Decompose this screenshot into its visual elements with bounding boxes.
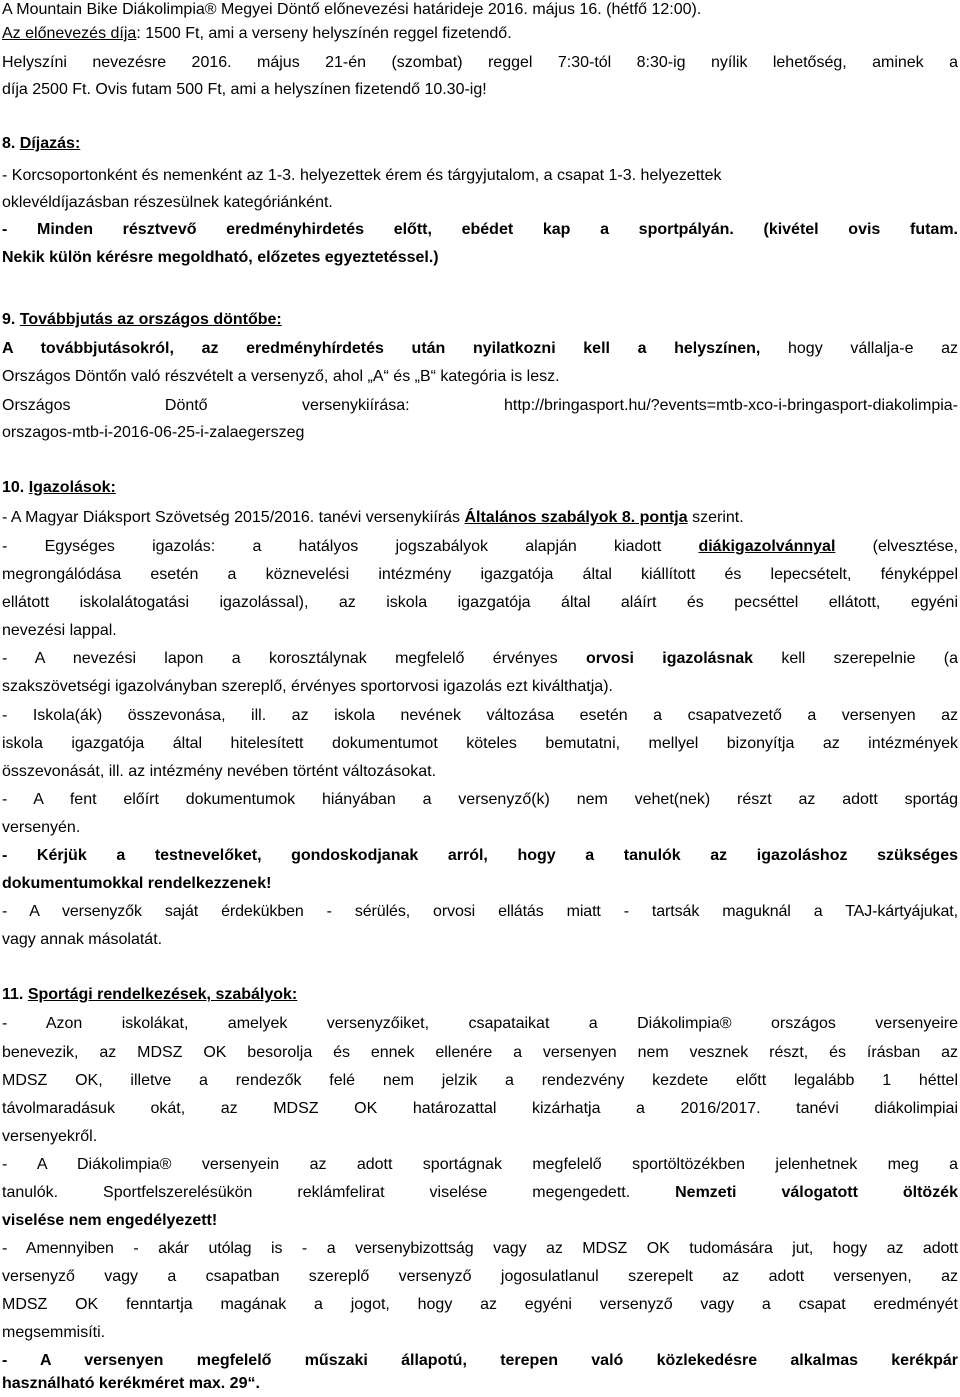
cert-rule-line: - A Magyar Diáksport Szövetség 2015/2016. tanévi versenykiírás Általános szabályok 8. pontja szerint. <box>2 509 744 526</box>
missing-docs-line-1: - A fent előírt dokumentumok hiányában a versenyző(k) nem vehet(nek) részt az adott sportág <box>2 791 958 808</box>
cert-line-1: - Egységes igazolás: a hatályos jogszabályok alapján kiadott diákigazolvánnyal (elvesztése, <box>2 538 958 555</box>
advancement-line-2: Országos Döntőn való részvételt a versenyző, ahol „A“ és „B“ kategória is lesz. <box>2 368 560 385</box>
merger-line-2: iskola igazgatója által hitelesített dokumentumot köteles bemutatni, mellyel bizonyítja az intézmények <box>2 735 958 752</box>
missing-docs-line-2: versenyén. <box>2 819 81 836</box>
prize-line-1: - Korcsoportonként és nemenként az 1-3. helyezettek érem és tárgyjutalom, a csapat 1-3. helyezettek <box>2 167 722 184</box>
medical-line-2: szakszövetségi igazolványban szereplő, érvényes sportorvosi igazolás ezt kiválthatja). <box>2 678 613 695</box>
advancement-line-1: A továbbjutásokról, az eredményhírdetés után nyilatkozni kell a helyszínen, hogy vállalja-e az <box>2 340 958 357</box>
rules-line-1: - Azon iskolákat, amelyek versenyzőiket, csapataikat a Diákolimpia® országos versenyeire <box>2 1015 958 1032</box>
onsite-entry-line: Helyszíni nevezésre 2016. május 21-én (szombat) reggel 7:30-tól 8:30-ig nyílik lehetőség, aminek a <box>2 54 958 71</box>
national-final-line-1: Országos Döntő versenykiírása: http://bringasport.hu/?events=mtb-xco-i-bringasport-diakolimpia- <box>2 397 958 414</box>
cert-line-2: megrongálódása esetén a köznevelési intézmény igazgatója által kiállított és lepecsételt, fényképpel <box>2 566 958 583</box>
eligibility-line-4: megsemmisíti. <box>2 1324 106 1341</box>
onsite-fee-line: díja 2500 Ft. Ovis futam 500 Ft, ami a helyszínen fizetendő 10.30-ig! <box>2 81 487 98</box>
rules-line-2: benevezik, az MDSZ OK besorolja és ennek ellenére a versenyen nem vesznek részt, és írásban az <box>2 1044 958 1061</box>
cert-line-4: nevezési lappal. <box>2 622 117 639</box>
attire-line-3: viselése nem engedélyezett! <box>2 1212 218 1229</box>
eligibility-line-3: MDSZ OK fenntartja magának a jogot, hogy az egyéni versenyző vagy a csapat eredményét <box>2 1296 958 1313</box>
eligibility-line-2: versenyző vagy a csapatban szereplő versenyző jogosulatlanul szerepelt az adott versenyen, az <box>2 1268 958 1285</box>
section-10-heading: 10. Igazolások: <box>2 479 116 496</box>
rules-line-3: MDSZ OK, illetve a rendezők felé nem jelzik a rendezvény kezdete előtt legalább 1 héttel <box>2 1072 958 1089</box>
medical-line-1: - A nevezési lapon a korosztálynak megfelelő érvényes orvosi igazolásnak kell szerepelnie (a <box>2 650 958 667</box>
rules-line-5: versenyekről. <box>2 1128 98 1145</box>
prize-line-2: oklevéldíjazásban részesülnek kategóriánként. <box>2 194 333 211</box>
lunch-line-2: Nekik külön kérésre megoldható, előzetes egyeztetéssel.) <box>2 249 439 266</box>
section-9-heading: 9. Továbbjutás az országos döntőbe: <box>2 311 282 328</box>
teachers-note-line-2: dokumentumokkal rendelkezzenek! <box>2 875 272 892</box>
section-11-heading: 11. Sportági rendelkezések, szabályok: <box>2 986 298 1003</box>
lunch-line-1: - Minden résztvevő eredményhirdetés előtt, ebédet kap a sportpályán. (kivétel ovis futam. <box>2 221 958 238</box>
rules-line-4: távolmaradásuk okát, az MDSZ OK határozattal kizárhatja a 2016/2017. tanévi diákolimpiai <box>2 1100 958 1117</box>
bike-condition-line-2: használható kerékméret max. 29“. <box>2 1375 260 1392</box>
bike-condition-line-1: - A versenyen megfelelő műszaki állapotú, terepen való közlekedésre alkalmas kerékpár <box>2 1352 958 1369</box>
eligibility-line-1: - Amennyiben - akár utólag is - a versenybizottság vagy az MDSZ OK tudomására jut, hogy az adott <box>2 1240 958 1257</box>
taj-line-1: - A versenyzők saját érdekükben - sérülés, orvosi ellátás miatt - tartsák maguknál a TAJ-kártyájukat, <box>2 903 958 920</box>
merger-line-1: - Iskola(ák) összevonása, ill. az iskola nevének változása esetén a csapatvezető a versenyen az <box>2 707 958 724</box>
section-8-heading: 8. Díjazás: <box>2 135 81 152</box>
entry-deadline-line: A Mountain Bike Diákolimpia® Megyei Döntő előnevezési határideje 2016. május 16. (hétfő 12:00). <box>2 1 702 18</box>
cert-line-3: ellátott iskolalátogatási igazolással), az iskola igazgatója által aláírt és pecséttel ellátott, egyéni <box>2 594 958 611</box>
attire-line-1: - A Diákolimpia® versenyein az adott sportágnak megfelelő sportöltözékben jelenhetnek meg a <box>2 1156 958 1173</box>
taj-line-2: vagy annak másolatát. <box>2 931 163 948</box>
teachers-note-line-1: - Kérjük a testnevelőket, gondoskodjanak arról, hogy a tanulók az igazoláshoz szükséges <box>2 847 958 864</box>
attire-line-2: tanulók. Sportfelszerelésükön reklámfelirat viselése megengedett. Nemzeti válogatott öltözék <box>2 1184 958 1201</box>
merger-line-3: összevonását, ill. az intézmény nevében történt változásokat. <box>2 763 437 780</box>
entry-fee-line: Az előnevezés díja: 1500 Ft, ami a verseny helyszínén reggel fizetendő. <box>2 25 512 42</box>
national-final-line-2: orszagos-mtb-i-2016-06-25-i-zalaegerszeg <box>2 424 305 441</box>
